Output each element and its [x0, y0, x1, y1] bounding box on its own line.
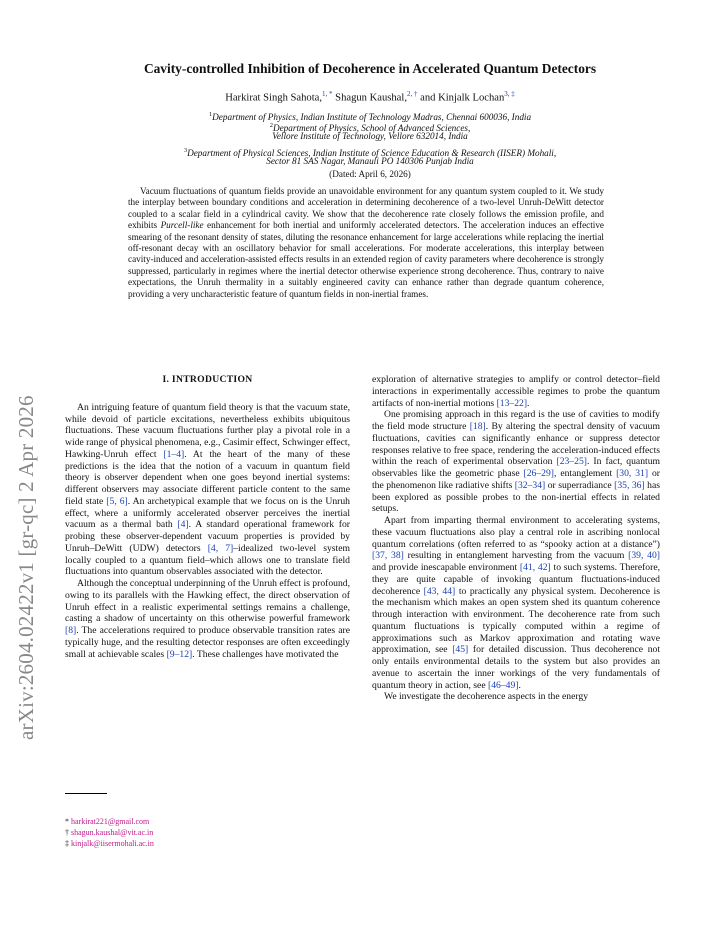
footnote-3: ‡ kinjalk@iisermohali.ac.in: [65, 839, 154, 848]
purcell-term: Purcell-like: [160, 220, 204, 231]
citation[interactable]: [9–12]: [166, 648, 193, 660]
intro-paragraph-2-cont: exploration of alternative strategies to amplify or control detector–field interactions in experimentally accessible regimes to probe the quantum artifacts of non-inertial motions [13–22].: [372, 374, 660, 409]
author-3-mark[interactable]: 3, ‡: [504, 90, 515, 98]
affiliation-2-cont: Vellore Institute of Technology, Vellore 632014, India: [272, 131, 468, 141]
affiliation-3-cont: Sector 81 SAS Nagar, Manauli PO 140306 Punjab India: [266, 156, 474, 166]
affiliation-3: $^3$Department of Physical Sciences, Indian Institute of Science Education & Research (IISER) Mohali,: [183, 147, 557, 159]
citation[interactable]: [45]: [452, 644, 469, 656]
citation[interactable]: [30, 31]: [616, 468, 649, 479]
citation[interactable]: [32–34]: [514, 479, 546, 491]
intro-paragraph-5: We investigate the decoherence aspects in the energy: [384, 691, 589, 703]
citation[interactable]: [37, 38]: [372, 550, 404, 562]
intro-paragraph-2: Although the conceptual underpinning of the Unruh effect is profound, owing to its parallels with the Hawking effect, the direct observation of Unruh effect in a realistic experimental settings remains a challenge, casting a shadow of uncertainty on this otherwise powerful framework [8]. The accelerations required to produce observable transition rates are typically huge, and the resulting detector responses are often exceedingly small at achievable scales [9–12]. These challenges have motivated the: [65, 578, 350, 660]
left-column: [65, 374, 350, 660]
author-3: Kinjalk Lochan: [438, 92, 505, 104]
right-column: [372, 374, 660, 703]
footnote-rule: [65, 793, 107, 794]
citation[interactable]: [13–22]: [496, 397, 528, 409]
citation[interactable]: [4]: [177, 519, 189, 531]
author-2: Shagun Kaushal,: [335, 92, 407, 104]
citation[interactable]: [35, 36]: [614, 479, 645, 491]
paper-title: Cavity-controlled Inhibition of Decoherence in Accelerated Quantum Detectors: [143, 61, 597, 76]
citation[interactable]: [41, 42]: [519, 562, 551, 573]
citation[interactable]: [5, 6]: [106, 495, 128, 507]
email-link[interactable]: harkirat221@gmail.com: [71, 817, 150, 826]
footnote-2: † shagun.kaushal@vit.ac.in: [65, 828, 154, 837]
citation[interactable]: [8]: [65, 625, 77, 636]
footnote-1: * harkirat221@gmail.com: [65, 817, 150, 826]
intro-paragraph-1: An intriguing feature of quantum field theory is that the vacuum state, while devoid of particle excitations, nevertheless exhibits ubiquitous fluctuations. These vacuum fluctuations further play a pivotal role in a wide range of physical phenomena, e.g., Casimir effect, Schwinger effect, Hawking-Unruh effect [1–4]. At the heart of the many of these predictions is the idea that the notion of a vacuum in quantum field theory is observer dependent when one goes beyond inertial systems: different observers may associate different particle content to the same field state [5, 6]. An archetypical example that we focus on is the Unruh effect, where a uniformly accelerated observer perceives the inertial vacuum as a thermal bath [4]. A standard operational framework for probing these observer-dependent vacuum properties is provided by Unruh–DeWitt (UDW) detectors [4, 7]–idealized two-level system locally coupled to a quantum field–which allows one to translate field fluctuations into quantum observables associated with the detector.: [65, 401, 350, 578]
author-1-mark[interactable]: 1, *: [322, 90, 333, 98]
citation[interactable]: [18]: [469, 421, 486, 432]
citation[interactable]: [23–25]: [556, 456, 587, 468]
email-link[interactable]: kinjalk@iisermohali.ac.in: [71, 839, 154, 848]
arxiv-stamp: arXiv:2604.02422v1 [gr-qc] 2 Apr 2026: [14, 395, 38, 740]
citation[interactable]: [4, 7]: [207, 542, 234, 554]
author-1: Harkirat Singh Sahota,: [225, 92, 323, 104]
affiliation-1: $^1$Department of Physics, Indian Institute of Technology Madras, Chennai 600036, India: [208, 111, 532, 123]
author-2-mark[interactable]: 2, †: [406, 90, 418, 98]
citation[interactable]: [43, 44]: [423, 585, 456, 597]
affiliation-2: $^2$Department of Physics, School of Advanced Sciences,: [269, 122, 471, 134]
citation[interactable]: [1–4]: [163, 448, 185, 460]
citation[interactable]: [26–29]: [523, 468, 555, 479]
section-heading: I. INTRODUCTION: [162, 374, 253, 385]
intro-paragraph-3: One promising approach in this regard is the use of cavities to modify the field mode structure [18]. By altering the spectral density of vacuum fluctuations, cavities can significantly enhance or suppress detector responses relative to free space, rendering the acceleration-induced effects within the reach of experimental observation [23–25]. In fact, quantum observables like the geometric phase [26–29], entanglement [30, 31] or the phenomenon like radiative shifts [32–34] or superradiance [35, 36] has been explored as possible probes to the non-inertial effects in related setups.: [372, 409, 660, 515]
author-and: and: [420, 92, 436, 104]
citation[interactable]: [39, 40]: [628, 550, 661, 562]
abstract: Vacuum fluctuations of quantum fields provide an unavoidable environment for any quantum system coupled to it. We study the interplay between boundary conditions and acceleration in determining decoherence of a two-level Unruh-DeWitt detector coupled to a scalar field in a cylindrical cavity. We show that the decoherence rate closely follows the emission profile, and exhibits Purcell-like enhancement for both inertial and uniformly accelerated detectors. The acceleration induces an effective smearing of the resonant density of states, diluting the resonance enhancement for large accelerations while replacing the inertial off-resonant decay with an oscillatory behavior for small accelerations. For moderate accelerations, this interplay between cavity-induced and acceleration-assisted effects results in an extended region of cavity parameters where decoherence is strongly suppressed, particularly in regimes where the inertial detector otherwise experience strong decoherence. Thus, contrary to naive expectations, the Unruh thermality in a suitably engineered cavity can enhance rather than degrade quantum coherence, providing a very uncharacteristic feature of quantum fields in non-inertial frames.: [128, 186, 605, 299]
date-line: (Dated: April 6, 2026): [329, 169, 411, 179]
author-list: [60, 90, 680, 104]
intro-paragraph-4: Apart from imparting thermal environment to accelerating systems, these vacuum fluctuations also play a central role in ascribing nonlocal quantum correlations (often referred to as “spooky action at a distance”) [37, 38] resulting in entanglement harvesting from the vacuum [39, 40] and provide inescapable environment [41, 42] to such systems. Therefore, they are quite capable of invoking quantum fluctuations-induced decoherence [43, 44] to practically any physical system. Decoherence is the mechanism which makes an open system shed its quantum coherence through interaction with environment. The decoherence rate from such quantum fluctuations is typically computed within a regime of approximations such as Markov approximation and rotating wave approximation, see [45] for detailed discussion. Thus decoherence not only entails environmental details to the system but also provides an avenue to ascertain the inner workings of the very fundamentals of quantum theory in action, see [46–49].: [372, 515, 661, 691]
citation[interactable]: [46–49]: [488, 679, 519, 691]
email-link[interactable]: shagun.kaushal@vit.ac.in: [71, 828, 154, 837]
footnotes: [65, 816, 350, 849]
